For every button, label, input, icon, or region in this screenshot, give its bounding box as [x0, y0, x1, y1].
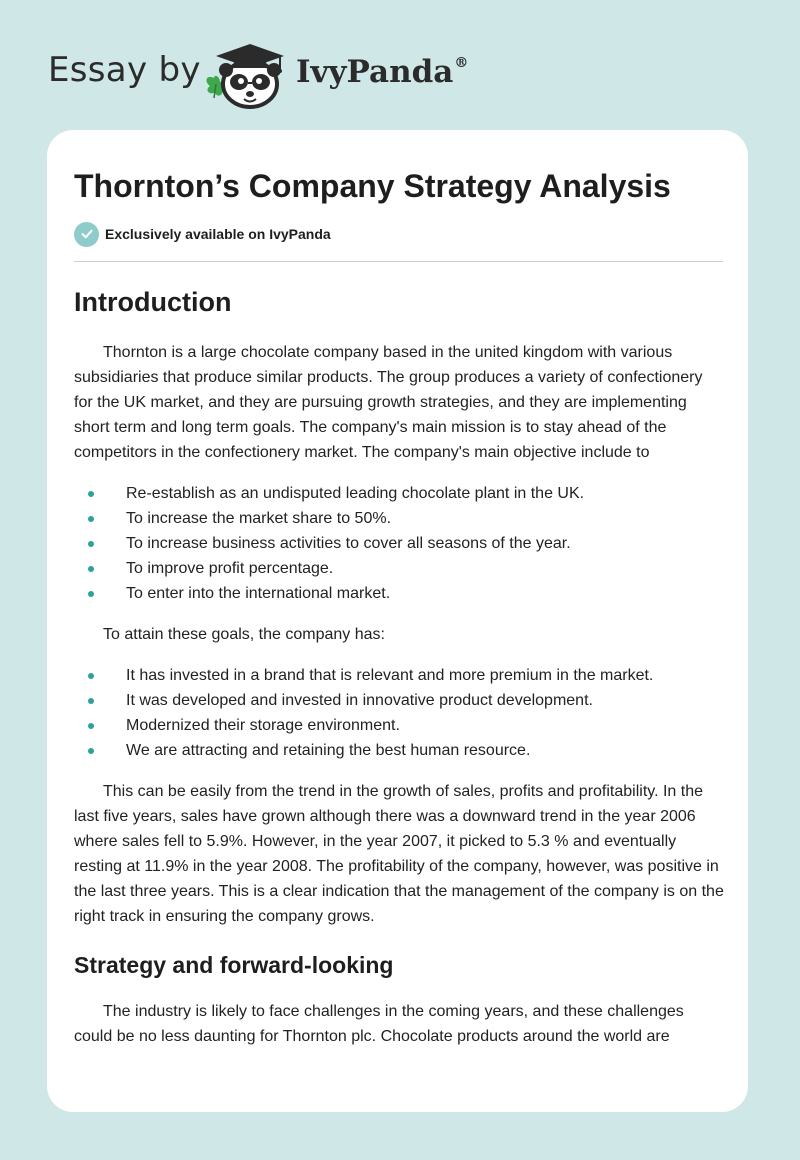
essay-by-label: Essay by	[48, 50, 201, 90]
list-item: To improve profit percentage.	[74, 556, 724, 581]
registered-mark: ®	[454, 54, 469, 71]
list-item: To increase business activities to cover all seasons of the year.	[74, 531, 724, 556]
exclusive-badge	[74, 221, 331, 247]
strategy-paragraph-1: The industry is likely to face challenges in the coming years, and these challenges could be no less daunting for Thornton plc. Chocolate products around the world are	[74, 1003, 684, 1045]
list-item: We are attracting and retaining the best human resource.	[74, 738, 724, 763]
site-header	[0, 0, 800, 130]
article-body	[74, 280, 724, 1049]
brand-logo-text[interactable]	[296, 54, 468, 90]
exclusive-badge-text: Exclusively available on IvyPanda	[105, 226, 331, 242]
checkmark-icon	[74, 222, 99, 247]
list-item: It has invested in a brand that is relevant and more premium in the market.	[74, 663, 724, 688]
list-item: To increase the market share to 50%.	[74, 506, 724, 531]
intro-paragraph-2: To attain these goals, the company has:	[103, 626, 385, 643]
list-item: To enter into the international market.	[74, 581, 724, 606]
section-heading-introduction: Introduction	[74, 287, 232, 317]
panda-mascot-icon[interactable]	[200, 38, 292, 110]
list-item: Modernized their storage environment.	[74, 713, 724, 738]
intro-paragraph-3: This can be easily from the trend in the growth of sales, profits and profitability. In the last five years, sales have grown although there was a downward trend in the year 2006 where sales fell to 5.9%. However, in the year 2007, it picked to 5.3 % and eventually resting at 11.9% in the year 2008. The profitability of the company, however, was positive in the last three years. This is a clear indication that the management of the company is on the right track in ensuring the company grows.	[74, 783, 724, 925]
section-heading-strategy: Strategy and forward-looking	[74, 952, 394, 978]
article-title: Thornton’s Company Strategy Analysis	[74, 168, 671, 204]
actions-list	[74, 663, 724, 763]
article-card	[47, 130, 748, 1112]
objectives-list	[74, 481, 724, 606]
list-item: Re-establish as an undisputed leading chocolate plant in the UK.	[74, 481, 724, 506]
list-item: It was developed and invested in innovative product development.	[74, 688, 724, 713]
brand-name: IvyPanda	[296, 54, 454, 90]
intro-paragraph-1: Thornton is a large chocolate company based in the united kingdom with various subsidiaries that produce similar products. The group produces a variety of confectionery for the UK market, and they are pursuing growth strategies, and they are implementing short term and long term goals. The company's main mission is to stay ahead of the competitors in the confectionery market. The company's main objective include to	[74, 344, 703, 461]
title-divider	[74, 261, 723, 262]
